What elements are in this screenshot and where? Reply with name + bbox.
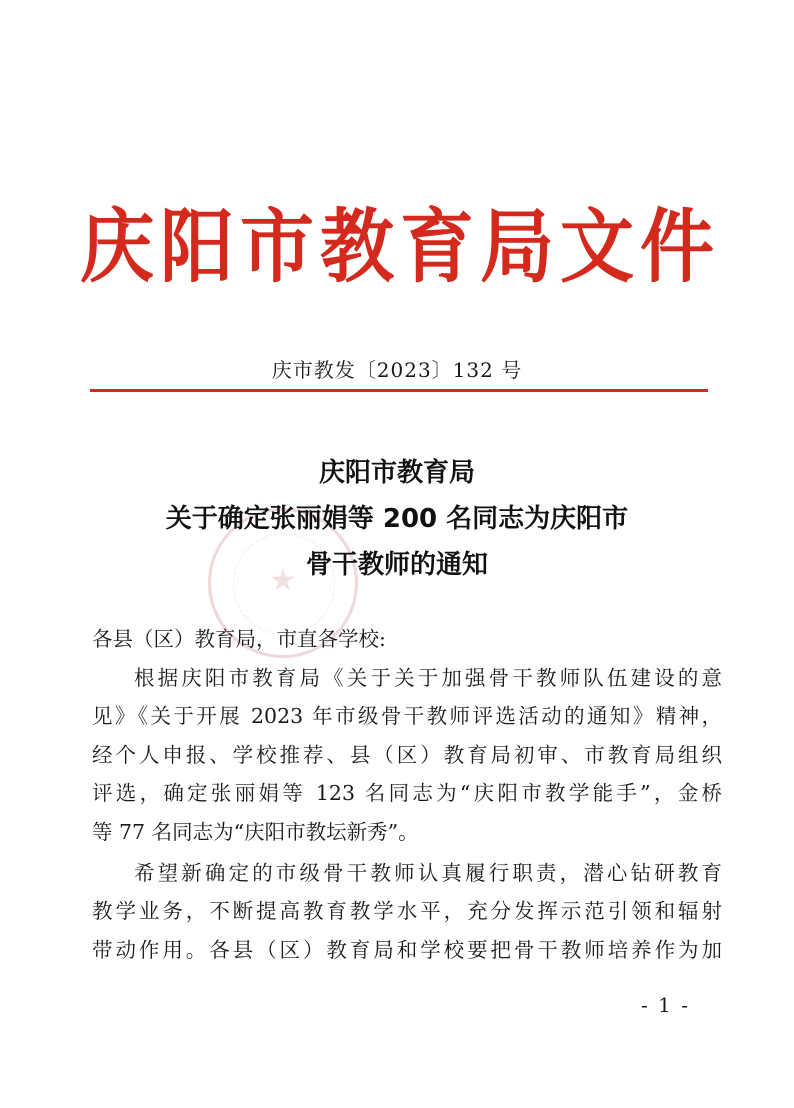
title-line-1: 庆阳市教育局 [318, 458, 475, 488]
red-divider-line [90, 389, 708, 392]
paragraph-2-line-2: 教学业务，不断提高教育教学水平，充分发挥示范引领和辐射 [92, 899, 722, 924]
title-line-2: 关于确定张丽娟等 200 名同志为庆阳市 [165, 504, 629, 534]
document-number: 庆市教发〔2023〕132 号 [271, 358, 523, 382]
paragraph-1-line-2: 见》《关于开展 2023 年市级骨干教师评选活动的通知》精神， [92, 704, 722, 729]
paragraph-1-line-4: 评选，确定张丽娟等 123 名同志为“庆阳市教学能手”，金桥 [92, 781, 722, 806]
seal-star-icon: ★ [269, 563, 297, 598]
document-masthead: 庆阳市教育局文件 [80, 200, 720, 294]
paragraph-1-line-3: 经个人申报、学校推荐、县（区）教育局初审、市教育局组织 [92, 742, 722, 767]
paragraph-1-line-1: 根据庆阳市教育局《关于关于加强骨干教师队伍建设的意 [134, 665, 722, 690]
paragraph-1 [92, 659, 722, 852]
paragraph-2-line-3: 带动作用。各县（区）教育局和学校要把骨干教师培养作为加 [92, 937, 722, 962]
title-line-3: 骨干教师的通知 [305, 550, 488, 580]
paragraph-1-line-5: 等 77 名同志为“庆阳市教坛新秀”。 [92, 819, 419, 844]
notice-body [92, 620, 722, 969]
paragraph-2 [92, 854, 722, 970]
notice-title [0, 450, 794, 588]
salutation: 各县（区）教育局，市直各学校: [92, 627, 386, 651]
paragraph-2-line-1: 希望新确定的市级骨干教师认真履行职责，潜心钻研教育 [134, 860, 722, 885]
page-number: - 1 - [641, 993, 690, 1017]
